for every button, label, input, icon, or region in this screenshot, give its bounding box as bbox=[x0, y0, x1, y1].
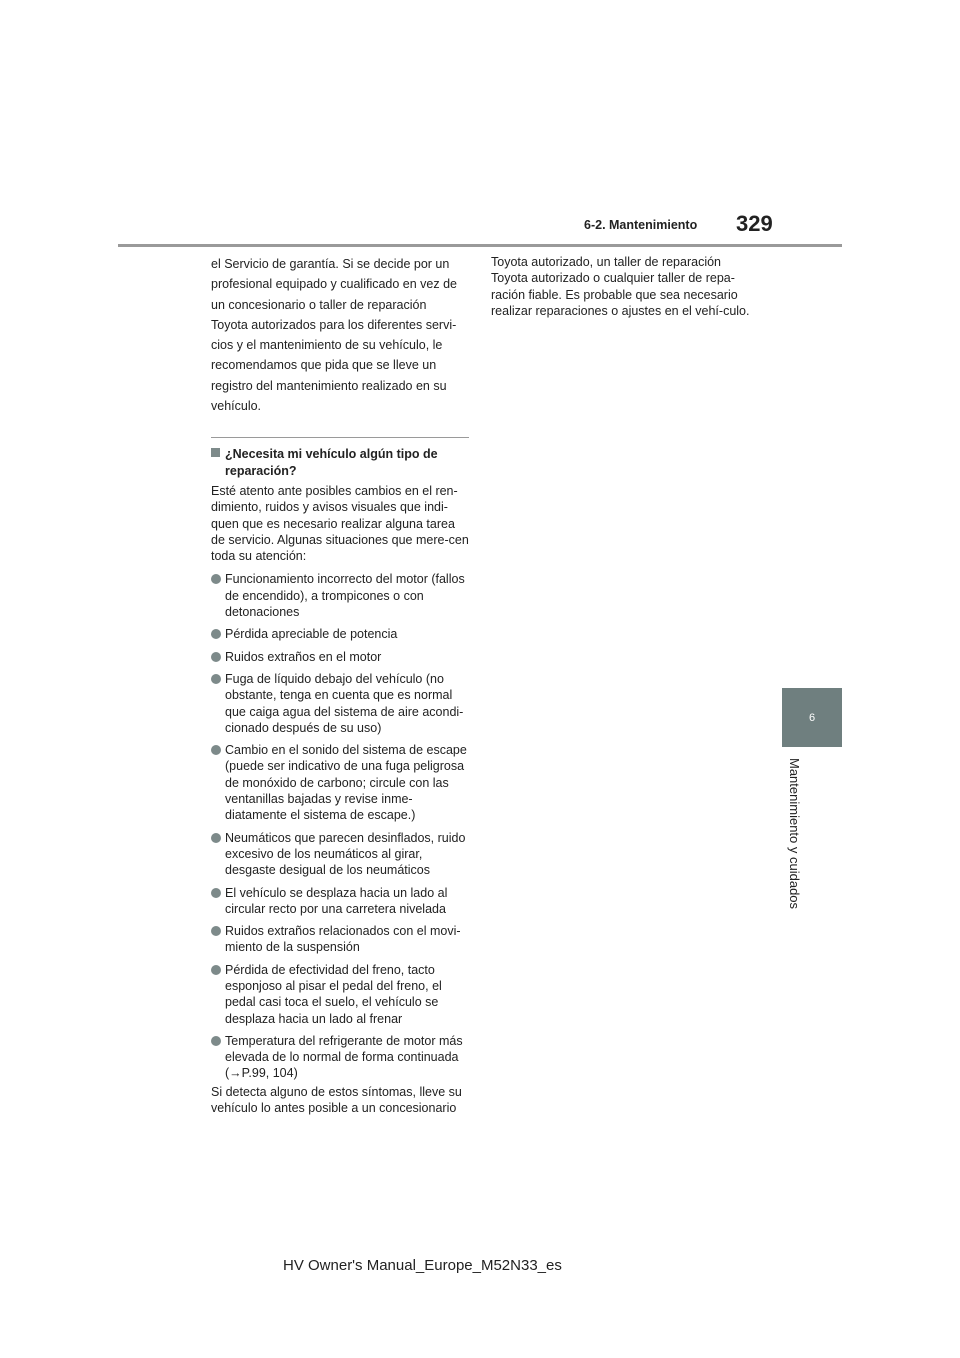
square-bullet-icon bbox=[211, 448, 220, 457]
list-item bbox=[211, 830, 469, 879]
header-divider bbox=[118, 244, 842, 247]
page-number: 329 bbox=[736, 211, 773, 236]
circle-bullet-icon bbox=[211, 745, 221, 755]
circle-bullet-icon bbox=[211, 674, 221, 684]
list-item bbox=[211, 742, 469, 823]
circle-bullet-icon bbox=[211, 629, 221, 639]
list-item bbox=[211, 962, 469, 1027]
intro-line: profesional equipado y cualificado en vez de bbox=[211, 277, 458, 292]
heading-text: ¿Necesita mi vehículo algún tipo de reparación? bbox=[225, 447, 438, 478]
chapter-number: 6 bbox=[808, 711, 816, 724]
intro-line: Toyota autorizados para los diferentes servi- bbox=[211, 317, 457, 332]
right-column bbox=[491, 254, 753, 319]
subsection-heading bbox=[211, 446, 469, 479]
footer-manual-id: HV Owner's Manual_Europe_M52N33_es bbox=[283, 1257, 562, 1274]
intro-line: recomendamos que pida que se lleve un bbox=[211, 358, 437, 373]
circle-bullet-icon bbox=[211, 926, 221, 936]
list-item-text: Neumáticos que parecen desinflados, ruido excesivo de los neumáticos al girar, desgaste desigual de los neumáticos bbox=[225, 830, 466, 878]
intro-line: vehículo. bbox=[211, 399, 262, 414]
intro-line: el Servicio de garantía. Si se decide por un bbox=[211, 257, 450, 271]
list-item-text: Pérdida de efectividad del freno, tacto esponjoso al pisar el pedal del freno, el pedal casi toca el suelo, el vehículo se desplaza hacia un lado al frenar bbox=[225, 962, 442, 1026]
list-item bbox=[211, 1033, 469, 1082]
circle-bullet-icon bbox=[211, 833, 221, 843]
list-item-text: Temperatura del refrigerante de motor más elevada de lo normal de forma continuada (→P.99, 104) bbox=[225, 1033, 463, 1081]
symptom-list bbox=[211, 571, 469, 1081]
closing-paragraph: Si detecta alguno de estos síntomas, lleve su vehículo lo antes posible a un concesionario bbox=[211, 1084, 462, 1116]
section-title: 6-2. Mantenimiento bbox=[584, 218, 698, 232]
list-item-text: Ruidos extraños en el motor bbox=[225, 649, 382, 664]
list-item-text: El vehículo se desplaza hacia un lado al circular recto por una carretera nivelada bbox=[225, 885, 448, 916]
list-item bbox=[211, 626, 469, 642]
list-item bbox=[211, 923, 469, 956]
intro-paragraph bbox=[211, 254, 469, 416]
circle-bullet-icon bbox=[211, 888, 221, 898]
circle-bullet-icon bbox=[211, 574, 221, 584]
body-paragraph: Esté atento ante posibles cambios en el ren-dimiento, ruidos y avisos visuales que indi-quen que es necesario realizar alguna tarea de servicio. Algunas situaciones que mere-cen toda su atención: bbox=[211, 483, 469, 564]
list-item-text: Ruidos extraños relacionados con el movi-miento de la suspensión bbox=[225, 924, 461, 955]
circle-bullet-icon bbox=[211, 965, 221, 975]
intro-line: cios y el mantenimiento de su vehículo, le bbox=[211, 338, 443, 353]
list-item bbox=[211, 671, 469, 736]
list-item bbox=[211, 649, 469, 665]
section-divider bbox=[211, 437, 469, 438]
continued-paragraph: Toyota autorizado, un taller de reparación Toyota autorizado o cualquier taller de repa-ración fiable. Es probable que sea necesario realizar reparaciones o ajustes en el vehí-culo. bbox=[491, 255, 750, 318]
list-item-text: Fuga de líquido debajo del vehículo (no obstante, tenga en cuenta que es normal que caiga agua del sistema de aire acondi-cionado después de su uso) bbox=[225, 671, 464, 735]
intro-line: un concesionario o taller de reparación bbox=[211, 297, 427, 312]
chapter-tab bbox=[782, 688, 842, 747]
circle-bullet-icon bbox=[211, 652, 221, 662]
list-item bbox=[211, 885, 469, 918]
left-column bbox=[211, 254, 469, 1116]
list-item-text: Funcionamiento incorrecto del motor (fallos de encendido), a trompicones o con detonaciones bbox=[225, 572, 465, 620]
circle-bullet-icon bbox=[211, 1036, 221, 1046]
list-item-text: Cambio en el sonido del sistema de escape (puede ser indicativo de una fuga peligrosa de monóxido de carbono; circule con las ventanillas bajadas y revise inme-diatamente el sistema de escape.) bbox=[225, 743, 467, 823]
chapter-side-title: Mantenimiento y cuidados bbox=[787, 758, 802, 910]
intro-line: registro del mantenimiento realizado en su bbox=[211, 378, 447, 393]
list-item bbox=[211, 571, 469, 620]
list-item-text: Pérdida apreciable de potencia bbox=[225, 627, 398, 642]
